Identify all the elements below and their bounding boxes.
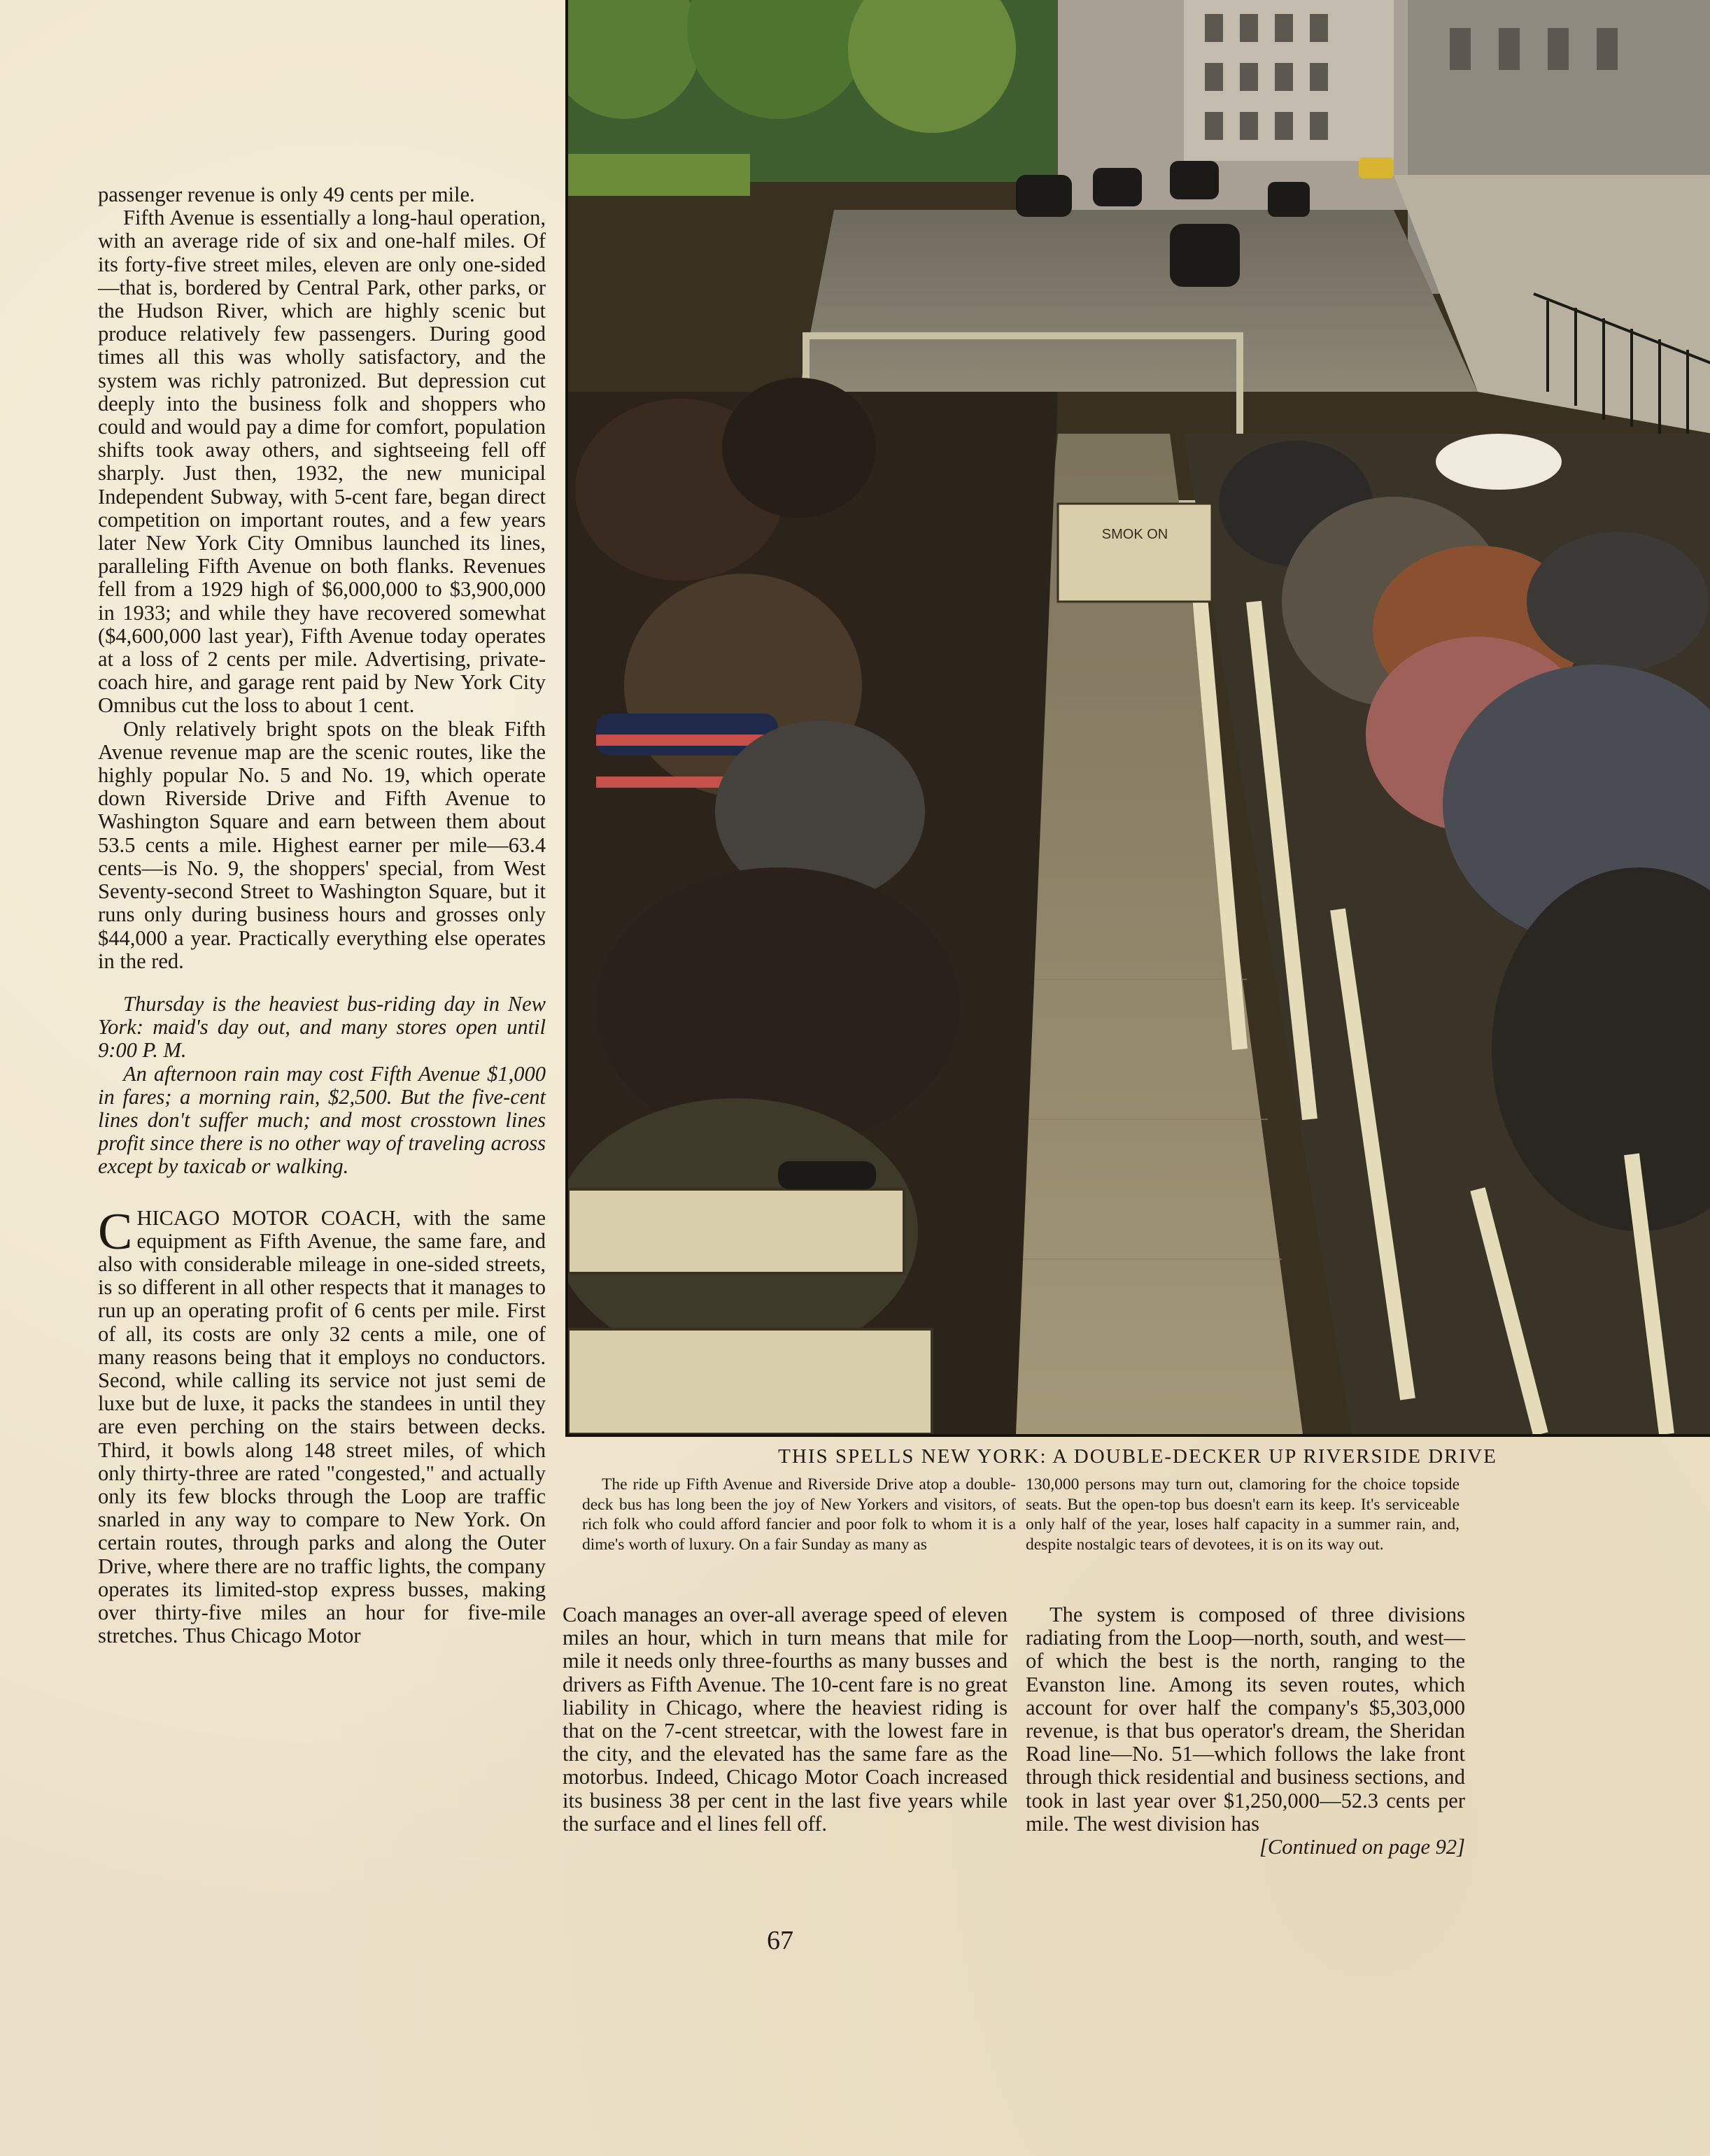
- left-text-column: [98, 183, 546, 1647]
- paragraph: The system is composed of three divisions radiating from the Loop—north, south, and west—of which the best is the north, ranging to the Evanston line. Among its seven routes, which account for over half the company's $5,303,000 revenue, is that bus operator's dream, the Sheridan Road line—No. 51—which follows the lake front through thick residential and business sections, and took in last year over $1,250,000—52.3 cents per mile. The west division has: [1026, 1603, 1465, 1836]
- photo-caption-title: THIS SPELLS NEW YORK: A DOUBLE-DECKER UP RIVERSIDE DRIVE: [778, 1445, 1497, 1468]
- drop-cap: C: [98, 1203, 133, 1261]
- photo-caption-left: The ride up Fifth Avenue and Riverside Drive atop a double-deck bus has long been the joy of New Yorkers and visitors, of rich folk who could afford fancier and poor folk to whom it is a dime's worth of luxury. On a fair Sunday as many as: [582, 1475, 1016, 1554]
- italic-note-block: [98, 993, 546, 1179]
- body-column-right: [1026, 1603, 1465, 1859]
- italic-paragraph: Thursday is the heaviest bus-riding day in New York: maid's day out, and many stores open until 9:00 P. M.: [98, 991, 546, 1063]
- bus-photo-illustration: [568, 0, 1710, 1434]
- section-lead: [98, 1203, 546, 1648]
- paragraph: Fifth Avenue is essentially a long-haul operation, with an average ride of six and one-half miles. Of its forty-five street miles, eleven are only one-sided—that is, bordered by Central Park, other parks, or the Hudson River, which are highly scenic but produce relatively few passengers. During good times all this was wholly satisfactory, and the system was richly patronized. But depression cut deeply into the business folk and shoppers who could and would pay a dime for comfort, population shifts took away others, and sightseeing fell off sharply. Just then, 1932, the new municipal Independent Subway, with 5-cent fare, began direct competition on important routes, and a few years later New York City Omnibus launched its lines, paralleling Fifth Avenue on both flanks. Revenues fell from a 1929 high of $6,000,000 to $3,900,000 in 1933; and while they have recovered somewhat ($4,600,000 last year), Fifth Avenue today operates at a loss of 2 cents per mile. Advertising, private-coach hire, and garage rent paid by New York City Omnibus cut the loss to about 1 cent.: [98, 206, 546, 718]
- body-column-middle: [563, 1603, 1008, 1836]
- continued-jump-line: [Continued on page 92]: [1259, 1835, 1465, 1859]
- paragraph: Only relatively bright spots on the bleak Fifth Avenue revenue map are the scenic routes, like the highly popular No. 5 and No. 19, which operate down Riverside Drive and Fifth Avenue to Washington Square and earn between them about 53.5 cents a mile. Highest earner per mile—63.4 cents—is No. 9, the shoppers' special, from West Seventy-second Street to Washington Square, but it runs only during business hours and grosses only $44,000 a year. Practically everything else operates in the red.: [98, 716, 546, 973]
- seat-sign: SMOK ON: [1101, 527, 1168, 542]
- lead-paragraph: HICAGO MOTOR COACH, with the same equipment as Fifth Avenue, the same fare, and also with considerable mileage in one-sided streets, is so different in all other respects that it manages to run up an operating profit of 6 cents per mile. First of all, its costs are only 32 cents a mile, one of many reasons being that it employs no conductors. Second, while calling its service not just semi de luxe but de luxe, it packs the standees in until they are even perching on the stairs between decks. Third, it bowls along 148 street miles, of which only thirty-three are rated "congested," and actually only its few blocks through the Loop are traffic snarled in any way to compare to New York. On certain routes, through parks and along the Outer Drive, where there are no traffic lights, the company operates its limited-stop express busses, making over thirty-five miles an hour for five-mile stretches. Thus Chicago Motor: [98, 1205, 546, 1648]
- photo-caption-right: 130,000 persons may turn out, clamoring for the choice topside seats. But the open-top bus doesn't earn its keep. It's serviceable only half of the year, loses half capacity in a summer rain, and, despite nostalgic tears of devotees, it is on its way out.: [1026, 1475, 1460, 1554]
- italic-paragraph: An afternoon rain may cost Fifth Avenue $1,000 in fares; a morning rain, $2,500. But the five-cent lines don't suffer much; and most crosstown lines profit since there is no other way of traveling across except by taxicab or walking.: [98, 1061, 546, 1179]
- bus-photo: [565, 0, 1710, 1437]
- paragraph: Coach manages an over-all average speed of eleven miles an hour, which in turn means that mile for mile it needs only three-fourths as many busses and drivers as Fifth Avenue. The 10-cent fare is no great liability in Chicago, where the heaviest riding is that on the 7-cent streetcar, with the lowest fare in the city, and the elevated has the same fare as the motorbus. Indeed, Chicago Motor Coach increased its business 38 per cent in the last five years while the surface and el lines fell off.: [563, 1603, 1008, 1836]
- paragraph: passenger revenue is only 49 cents per mile.: [98, 183, 475, 206]
- page-number: 67: [767, 1926, 793, 1955]
